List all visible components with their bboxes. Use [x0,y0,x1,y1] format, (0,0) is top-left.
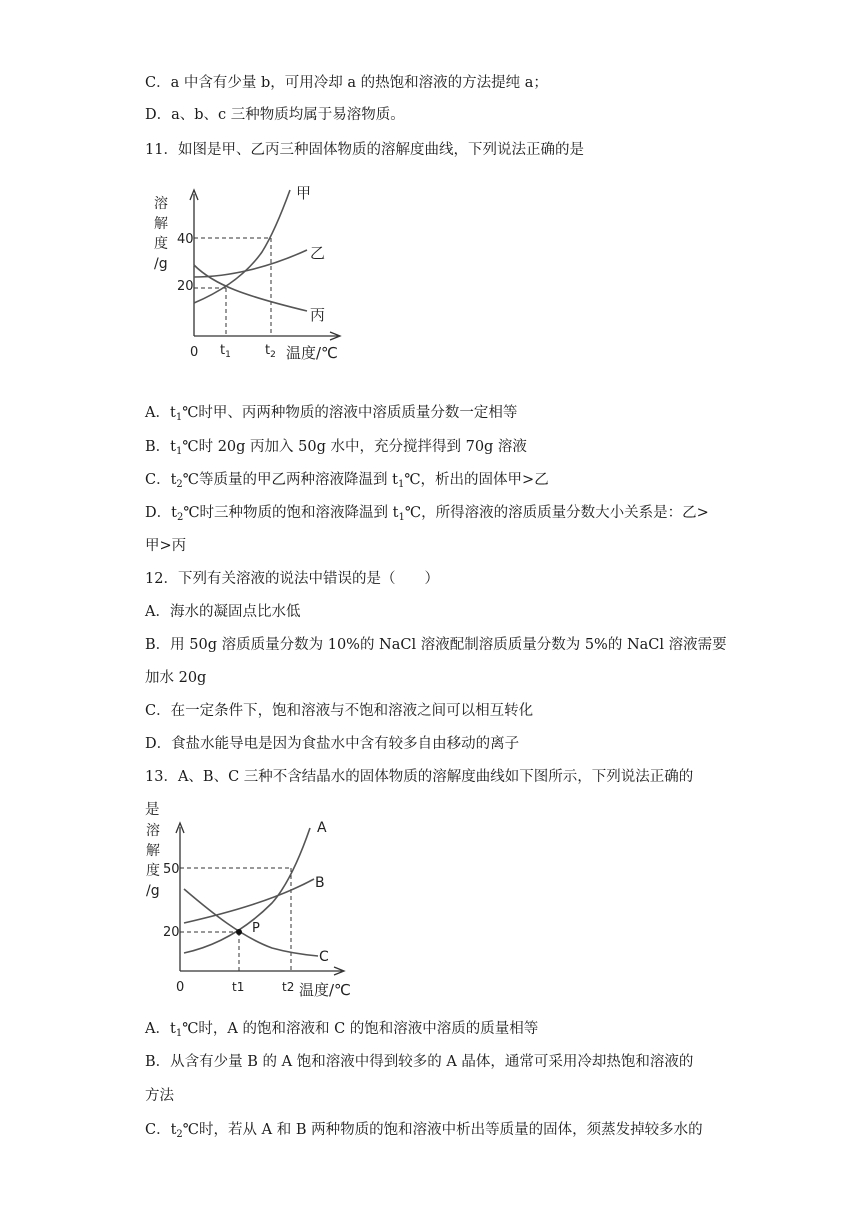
y-tick-50: 50 [163,862,180,877]
curve-jia [194,190,290,303]
y-label-4: /g [146,883,160,899]
q11-stem: 11．如图是甲、乙丙三种固体物质的溶解度曲线，下列说法正确的是 [145,142,584,158]
y-tick-20: 20 [163,925,180,940]
curve-label-B: B [315,875,325,891]
x-tick-t2: t2 [282,980,295,994]
q11-option-d-cont: 甲>丙 [145,538,187,554]
q12-option-b-cont: 加水 20g [145,670,207,686]
y-label-3: 度 [154,236,168,252]
curve-label-A: A [317,820,327,836]
curve-label-yi: 乙 [310,244,326,262]
point-label-p: P [252,921,260,936]
curve-label-bing: 丙 [310,306,326,324]
x-axis-label: 温度/℃ [286,344,338,362]
q13-stem: 13．A、B、C 三种不含结晶水的固体物质的溶解度曲线如下图所示，下列说法正确的 [145,769,694,785]
q11-option-b: B．$t_1℃$时 20g 丙加入 50g 水中，充分搅拌得到 70g 溶液 [145,439,527,457]
origin-label: 0 [176,980,185,995]
y-label-4: /g [154,256,168,272]
y-label-3: 度 [146,863,160,879]
curve-C [184,889,318,956]
curve-B [184,879,314,923]
y-label-1: 溶 [154,196,168,212]
q12-option-a: A．海水的凝固点比水低 [145,604,301,620]
y-label-2: 解 [146,843,160,859]
y-tick-40: 40 [177,232,194,247]
y-label-2: 解 [154,216,168,232]
x-tick-t1: $t_1$ [220,343,231,360]
y-tick-20: 20 [177,279,194,294]
origin-label: 0 [190,345,199,360]
q11-option-c: C．$t_2℃$等质量的甲乙两种溶液降温到 $t_1℃$，析出的固体甲>乙 [145,472,549,490]
q13-stem-cont: 是 [145,802,160,818]
curve-label-C: C [319,949,329,965]
q12-option-d: D．食盐水能导电是因为食盐水中含有较多自由移动的离子 [145,736,520,752]
q10-option-c: C．a 中含有少量 b，可用冷却 a 的热饱和溶液的方法提纯 a； [145,75,548,91]
q12-option-c: C．在一定条件下，饱和溶液与不饱和溶液之间可以相互转化 [145,703,534,719]
q13-solubility-figure [142,815,362,1000]
q11-solubility-figure [150,180,360,365]
q12-option-b: B．用 50g 溶质质量分数为 10%的 NaCl 溶液配制溶质质量分数为 5%的 NaCl 溶液需要 [145,637,727,653]
curve-yi [194,250,307,277]
q13-option-b-cont: 方法 [145,1088,174,1104]
q10-option-d: D．a、b、c 三种物质均属于易溶物质。 [145,107,405,123]
q13-option-a: A．$t_1℃$时，A 的饱和溶液和 C 的饱和溶液中溶质的质量相等 [145,1021,539,1039]
x-axis-label: 温度/℃ [299,981,351,999]
q13-option-b: B．从含有少量 B 的 A 饱和溶液中得到较多的 A 晶体，通常可采用冷却热饱和溶液的 [145,1054,694,1070]
q12-stem: 12．下列有关溶液的说法中错误的是（ ） [145,571,439,587]
q13-option-c: C．$t_2℃$时，若从 A 和 B 两种物质的饱和溶液中析出等质量的固体，须蒸发掉较多水的 [145,1122,703,1140]
q11-option-a: A．$t_1℃$时甲、丙两种物质的溶液中溶质质量分数一定相等 [145,405,518,423]
intersection-point-p [236,929,242,935]
curve-label-jia: 甲 [296,184,312,202]
x-tick-t2: $t_2$ [265,343,276,360]
x-tick-t1: t1 [232,980,245,994]
q11-option-d: D．$t_2℃$时三种物质的饱和溶液降温到 $t_1℃$，所得溶液的溶质质量分数大小关系是：乙> [145,505,709,523]
y-label-1: 溶 [146,823,160,839]
